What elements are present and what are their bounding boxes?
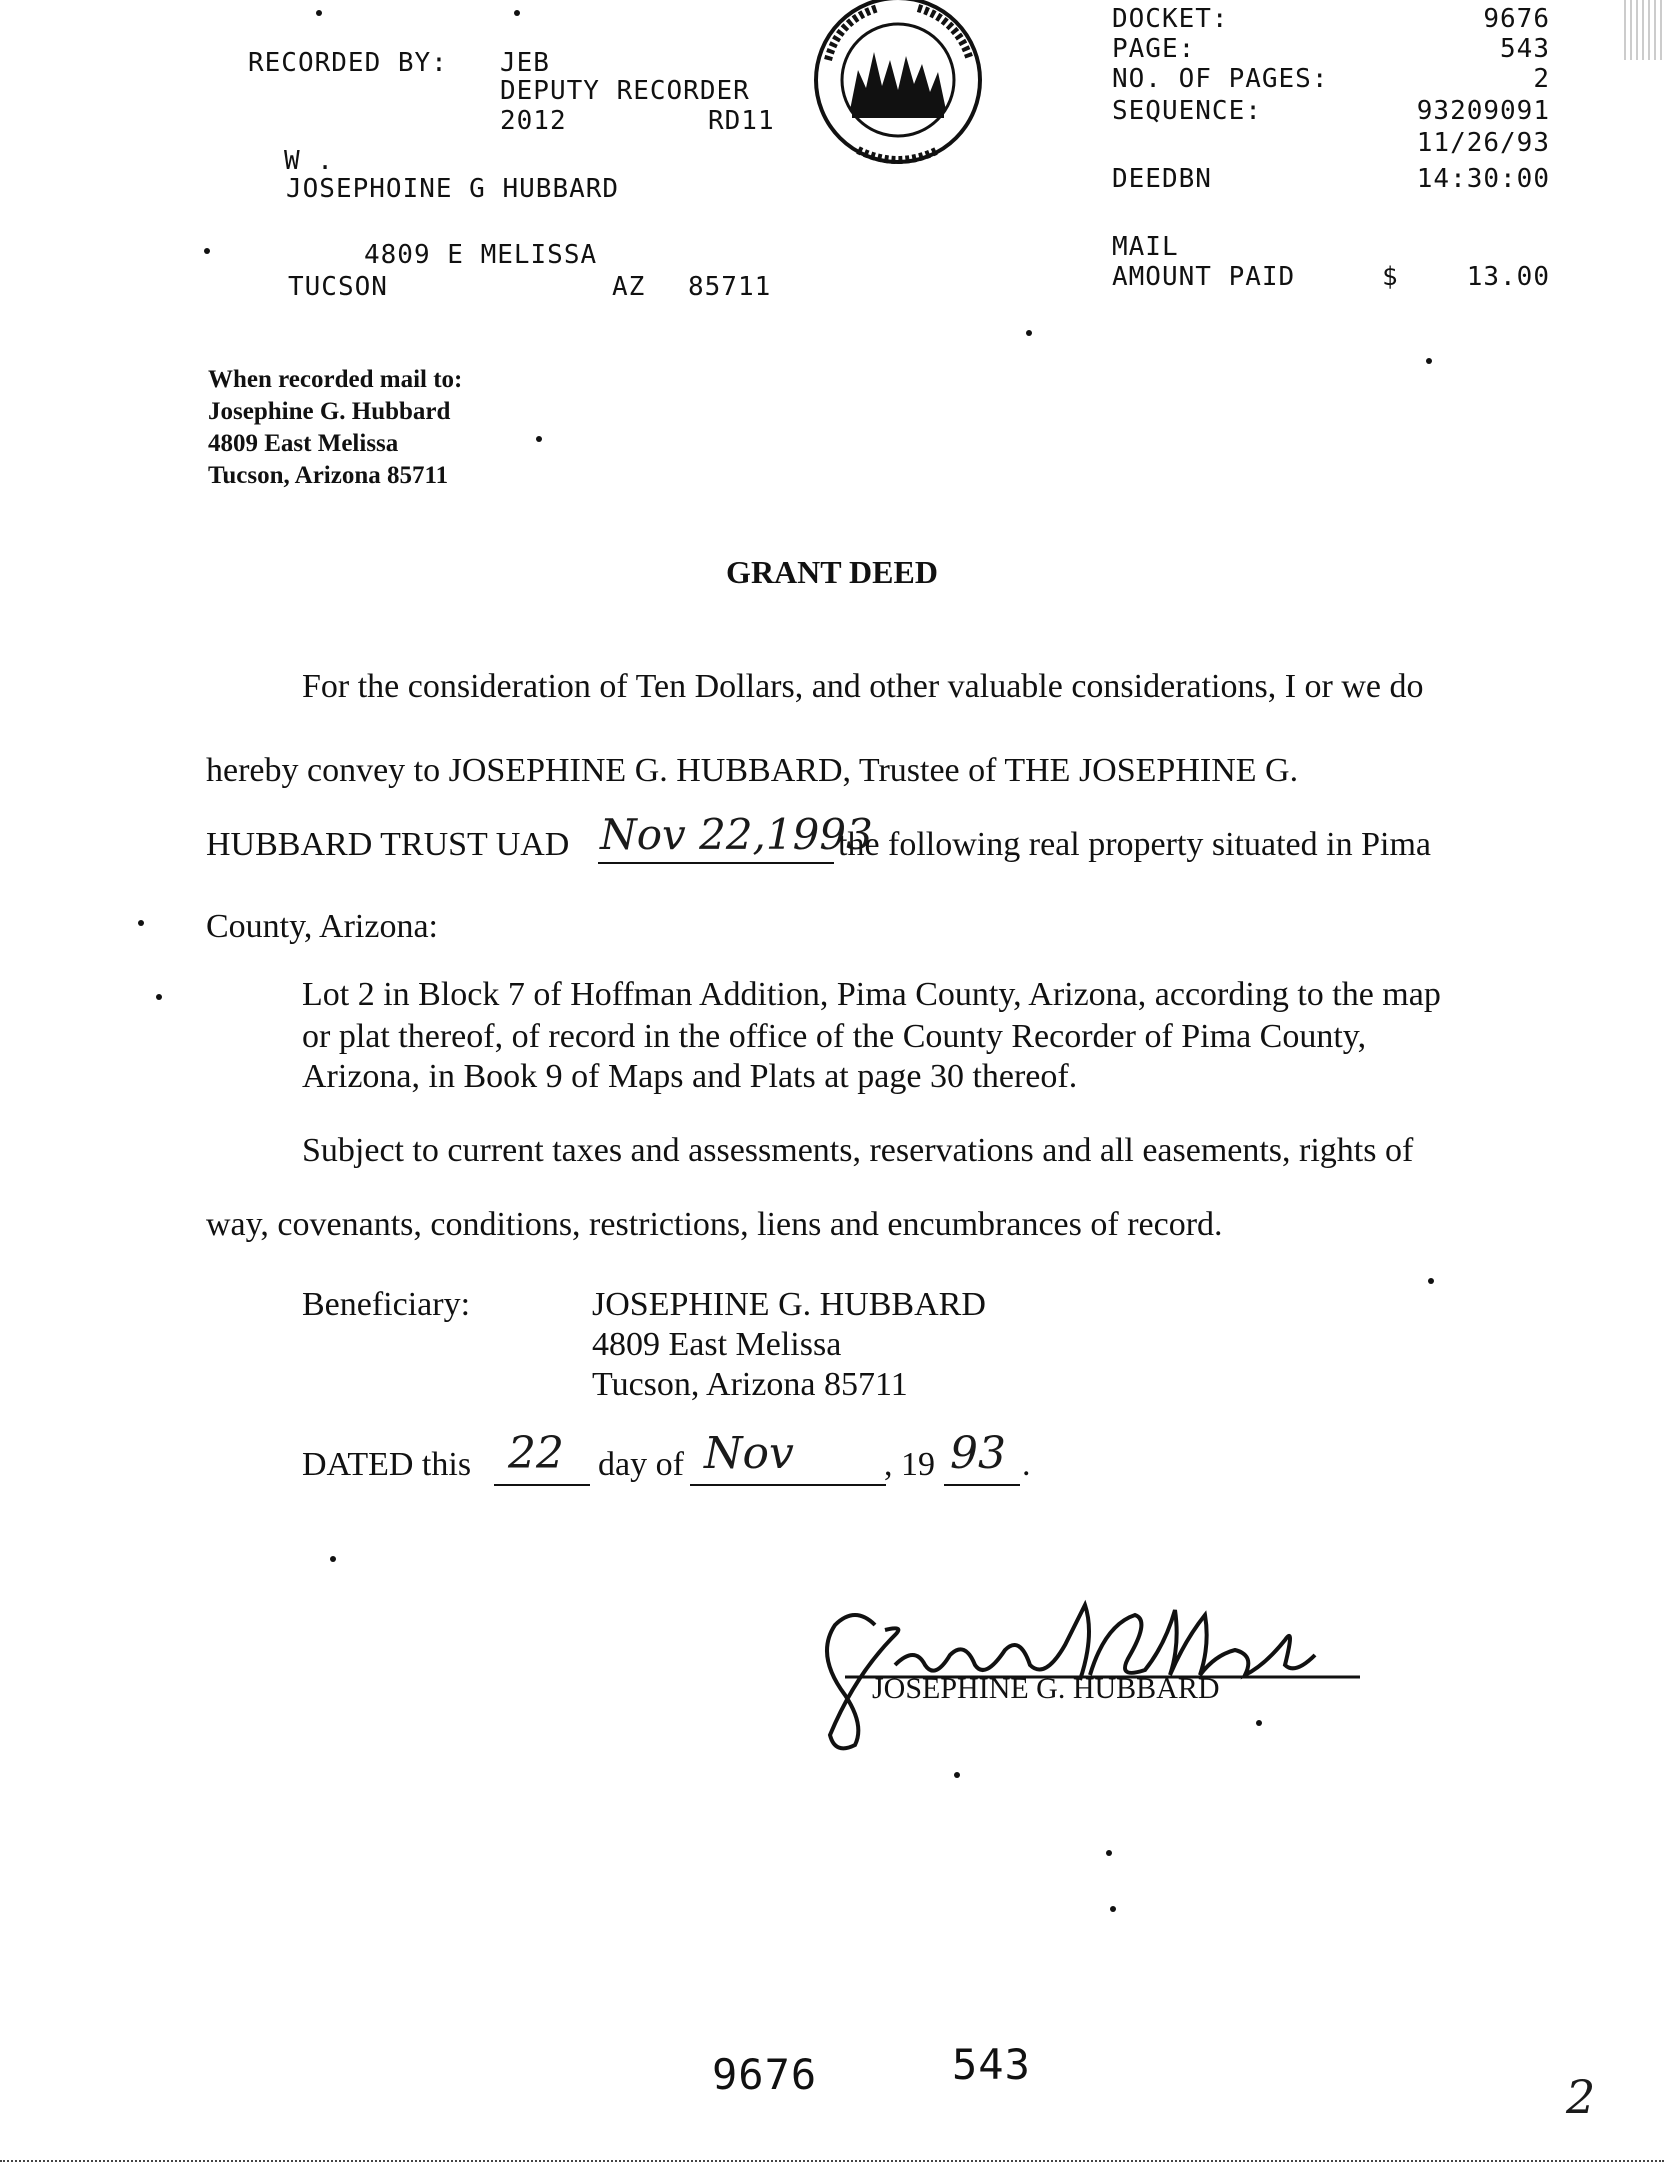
beneficiary-name: JOSEPHINE G. HUBBARD xyxy=(592,1286,986,1323)
scan-speck xyxy=(138,920,144,926)
beneficiary-label: Beneficiary: xyxy=(302,1286,471,1323)
scan-speck xyxy=(330,1556,336,1562)
beneficiary-street: 4809 East Melissa xyxy=(592,1326,842,1363)
subject-to-line-1: Subject to current taxes and assessments, reservations and all easements, rights of xyxy=(302,1132,1414,1169)
legal-description-line-2: or plat thereof, of record in the office of the County Recorder of Pima County, xyxy=(302,1018,1367,1055)
recorder-code: 2012 xyxy=(500,106,567,136)
scan-speck xyxy=(316,10,322,16)
mail-to-heading: When recorded mail to: xyxy=(208,366,463,393)
scan-speck xyxy=(1256,1720,1262,1726)
footer-page: 543 xyxy=(952,2040,1031,2089)
scan-speck xyxy=(156,994,162,1000)
scan-speck xyxy=(954,1772,960,1778)
year-prefix: , 19 xyxy=(884,1446,935,1483)
consideration-line-3: the following real property situated in Pima xyxy=(838,826,1431,863)
scan-bottom-edge xyxy=(0,2160,1664,2162)
dated-period: . xyxy=(1022,1446,1031,1483)
consideration-line-2: hereby convey to JOSEPHINE G. HUBBARD, Trustee of THE JOSEPHINE G. xyxy=(206,752,1299,789)
docket-value: 9676 xyxy=(1483,4,1550,34)
footer-page-number: 2 xyxy=(1566,2070,1596,2124)
footer-docket: 9676 xyxy=(712,2050,818,2099)
day-of-label: day of xyxy=(598,1446,684,1483)
consideration-line-4: County, Arizona: xyxy=(206,908,438,945)
w-mark: W . xyxy=(284,146,334,176)
legal-description-line-1: Lot 2 in Block 7 of Hoffman Addition, Pima County, Arizona, according to the map xyxy=(302,976,1441,1013)
mail-label: MAIL xyxy=(1112,232,1179,262)
page-title: GRANT DEED xyxy=(726,554,938,590)
mail-to-street: 4809 East Melissa xyxy=(208,430,399,457)
scan-speck xyxy=(1026,330,1032,336)
scan-speck xyxy=(1110,1906,1116,1912)
signer-name: JOSEPHINE G. HUBBARD xyxy=(872,1672,1220,1705)
recording-time: 14:30:00 xyxy=(1416,164,1550,194)
recorder-street: 4809 E MELISSA xyxy=(364,240,598,270)
recorder-zip: 85711 xyxy=(688,272,772,302)
deed-code-label: DEEDBN xyxy=(1112,164,1212,194)
handwritten-signature-icon xyxy=(815,1585,1375,1755)
mail-to-city: Tucson, Arizona 85711 xyxy=(208,462,449,489)
scan-speck xyxy=(1106,1850,1112,1856)
trust-date-handwritten: Nov 22,1993 xyxy=(600,810,873,859)
recorder-state: AZ xyxy=(612,272,646,302)
recorder-station: RD11 xyxy=(708,106,775,136)
scan-edge-noise xyxy=(1624,0,1664,60)
scan-speck xyxy=(204,248,210,254)
dated-year-underline xyxy=(944,1484,1020,1486)
page-label: PAGE: xyxy=(1112,34,1196,64)
scan-speck xyxy=(536,436,542,442)
sequence-value: 93209091 xyxy=(1416,96,1550,126)
mail-to-name: Josephine G. Hubbard xyxy=(208,398,451,425)
subject-to-line-2: way, covenants, conditions, restrictions, liens and encumbrances of record. xyxy=(206,1206,1223,1243)
recorder-name: JOSEPHOINE G HUBBARD xyxy=(286,174,620,204)
recording-date: 11/26/93 xyxy=(1416,128,1550,158)
sequence-label: SEQUENCE: xyxy=(1112,96,1262,126)
docket-label: DOCKET: xyxy=(1112,4,1229,34)
recorded-by-value: JEB xyxy=(500,48,550,78)
pages-label: NO. OF PAGES: xyxy=(1112,64,1329,94)
deputy-recorder: DEPUTY RECORDER xyxy=(500,76,750,106)
legal-description-line-3: Arizona, in Book 9 of Maps and Plats at page 30 thereof. xyxy=(302,1058,1078,1095)
dated-month-handwritten: Nov xyxy=(704,1428,794,1479)
dated-day-handwritten: 22 xyxy=(508,1428,564,1479)
consideration-line-1: For the consideration of Ten Dollars, and other valuable considerations, I or we do xyxy=(302,668,1424,705)
county-seal-icon xyxy=(808,0,988,180)
dated-year-handwritten: 93 xyxy=(950,1428,1006,1479)
amount-paid-value: 13.00 xyxy=(1466,262,1550,292)
dated-month-underline xyxy=(690,1484,886,1486)
scan-speck xyxy=(514,10,520,16)
trust-date-underline xyxy=(598,862,834,864)
amount-currency: $ xyxy=(1382,262,1399,292)
scan-speck xyxy=(1426,358,1432,364)
dated-label: DATED this xyxy=(302,1446,472,1483)
recorded-by-label: RECORDED BY: xyxy=(248,48,448,78)
amount-paid-label: AMOUNT PAID xyxy=(1112,262,1296,292)
dated-day-underline xyxy=(494,1484,590,1486)
recorder-city: TUCSON xyxy=(288,272,388,302)
trust-name-label: HUBBARD TRUST UAD xyxy=(206,826,570,863)
pages-value: 2 xyxy=(1533,64,1550,94)
beneficiary-city: Tucson, Arizona 85711 xyxy=(592,1366,908,1403)
page-value: 543 xyxy=(1500,34,1550,64)
scan-speck xyxy=(1428,1278,1434,1284)
